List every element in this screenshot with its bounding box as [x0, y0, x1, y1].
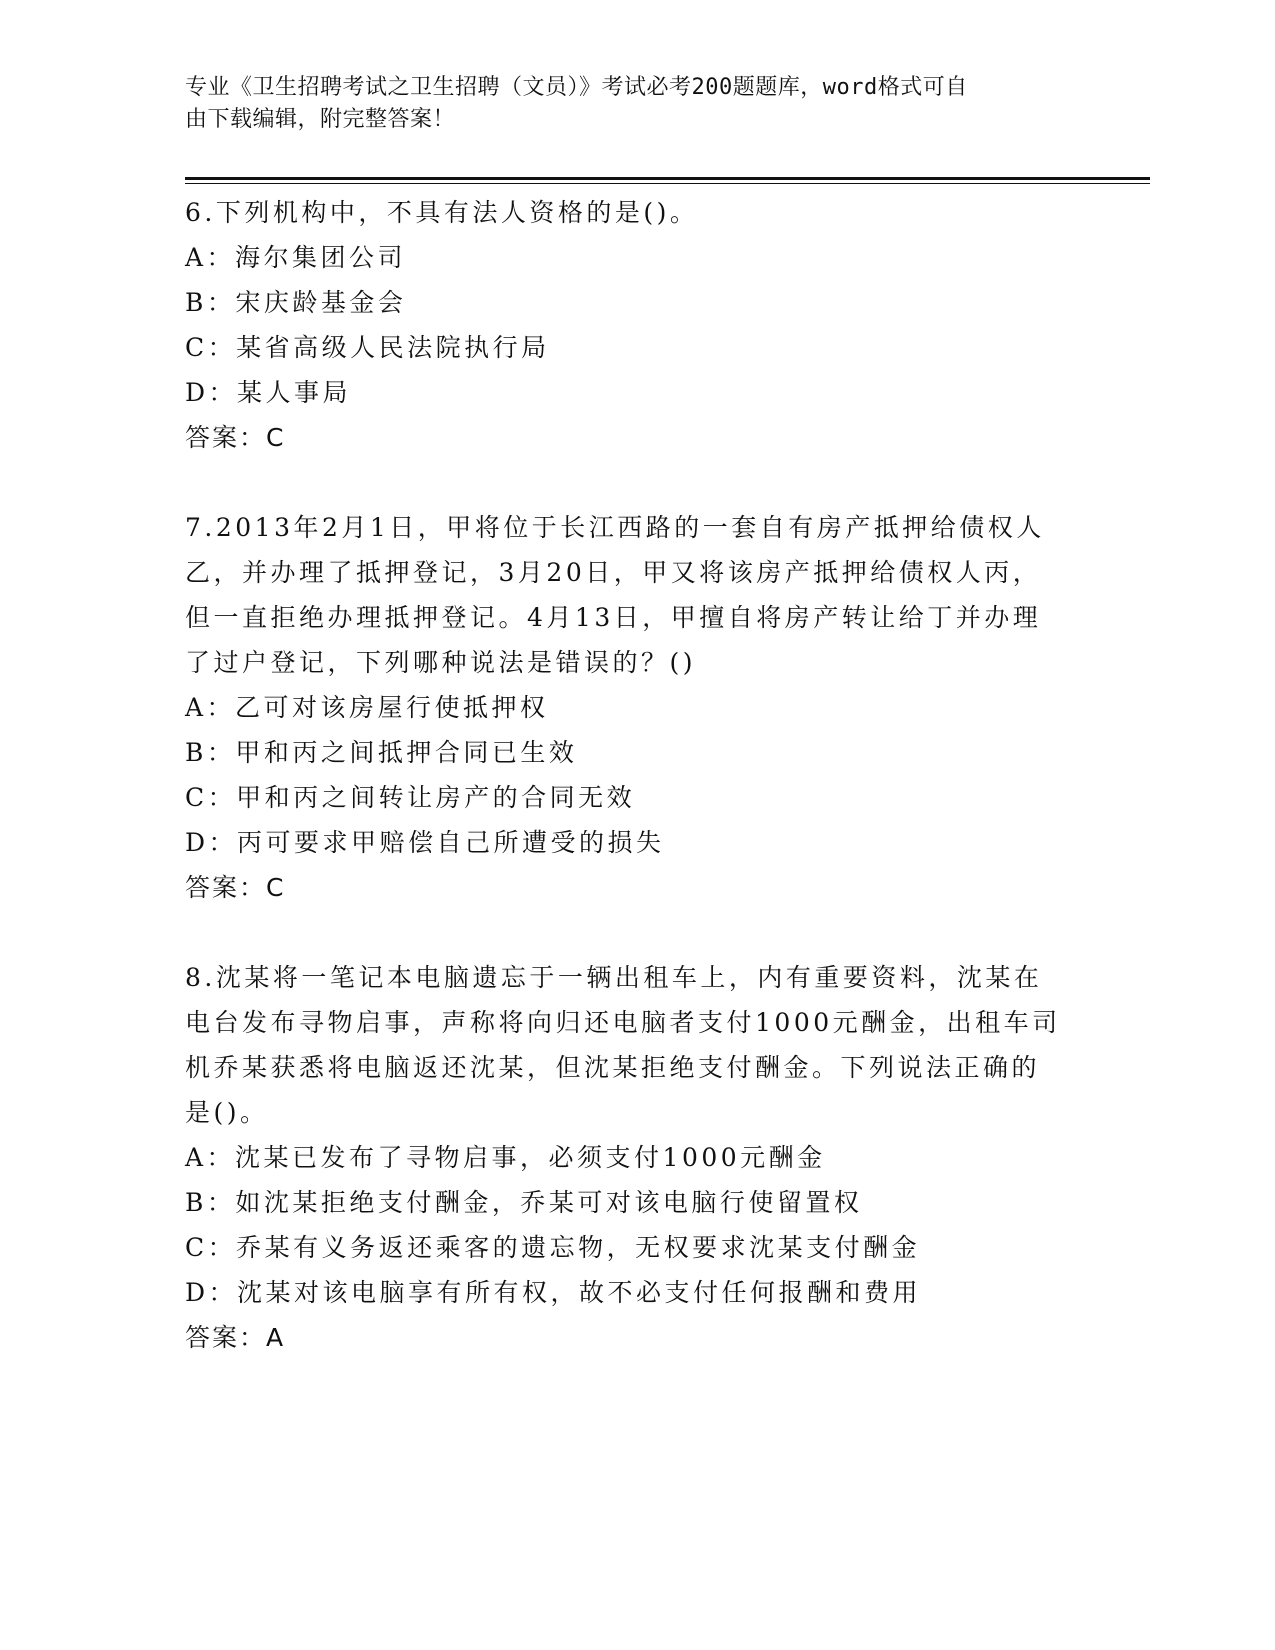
question-stem-line: 机乔某获悉将电脑返还沈某，但沈某拒绝支付酬金。下列说法正确的: [185, 1053, 1041, 1082]
option-a: A：乙可对该房屋行使抵押权: [185, 693, 549, 722]
header-line-1: 专业《卫生招聘考试之卫生招聘（文员）》考试必考200题题库，word格式可自: [185, 75, 968, 100]
answer-line: 答案：C: [185, 423, 286, 452]
option-d: D：沈某对该电脑享有所有权，故不必支付任何报酬和费用: [185, 1278, 922, 1307]
question-stem-line: 8.沈某将一笔记本电脑遗忘于一辆出租车上，内有重要资料，沈某在: [185, 963, 1043, 992]
header-line-2: 由下载编辑，附完整答案！: [185, 107, 456, 132]
option-d: D：某人事局: [185, 378, 352, 407]
question-stem-line: 了过户登记，下列哪种说法是错误的？(): [185, 648, 697, 677]
question-8: [185, 955, 1065, 1360]
question-spacer: [185, 910, 1065, 955]
option-b: B：甲和丙之间抵押合同已生效: [185, 738, 578, 767]
answer-line: 答案：C: [185, 873, 286, 902]
question-7: [185, 505, 1065, 910]
question-stem-line: 是()。: [185, 1098, 269, 1127]
option-c: C：乔某有义务返还乘客的遗忘物，无权要求沈某支付酬金: [185, 1233, 921, 1262]
header-divider-thin: [185, 183, 1150, 184]
option-a: A：海尔集团公司: [185, 243, 407, 272]
option-a: A：沈某已发布了寻物启事，必须支付1000元酬金: [185, 1143, 826, 1172]
question-stem-line: 但一直拒绝办理抵押登记。4月13日，甲擅自将房产转让给丁并办理: [185, 603, 1042, 632]
option-b: B：宋庆龄基金会: [185, 288, 407, 317]
question-6: [185, 190, 1065, 460]
question-stem-line: 7.2013年2月1日，甲将位于长江西路的一套自有房产抵押给债权人: [185, 513, 1045, 542]
option-d: D：丙可要求甲赔偿自己所遭受的损失: [185, 828, 665, 857]
option-c: C：某省高级人民法院执行局: [185, 333, 550, 362]
question-stem-line: 乙，并办理了抵押登记，3月20日，甲又将该房产抵押给债权人丙，: [185, 558, 1042, 587]
header-divider-thick: [185, 177, 1150, 180]
option-b: B：如沈某拒绝支付酬金，乔某可对该电脑行使留置权: [185, 1188, 863, 1217]
question-stem-line: 6.下列机构中，不具有法人资格的是()。: [185, 198, 699, 227]
question-spacer: [185, 460, 1065, 505]
document-header: [185, 72, 1065, 136]
question-stem-line: 电台发布寻物启事，声称将向归还电脑者支付1000元酬金，出租车司: [185, 1008, 1061, 1037]
question-list: [185, 190, 1065, 1360]
option-c: C：甲和丙之间转让房产的合同无效: [185, 783, 636, 812]
answer-line: 答案：A: [185, 1323, 286, 1352]
